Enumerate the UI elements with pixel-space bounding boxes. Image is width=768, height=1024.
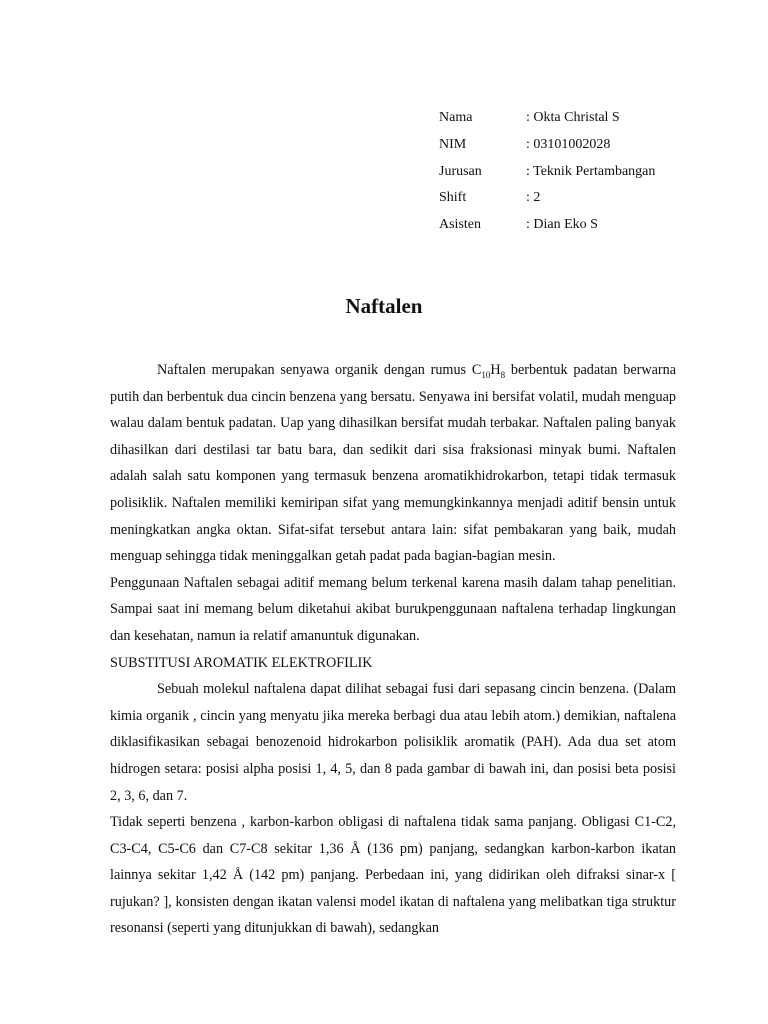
info-row-asisten [439,212,655,239]
text-segment: berbentuk padatan berwarna putih dan berbentuk dua cincin benzena yang bersatu. Senyawa ini bersifat volatil, mudah menguap walau dalam bentuk padatan. Uap yang dihasilkan bersifat mudah terbakar. Naftalen paling banyak dihasilkan dari destilasi tar batu bara, dan sedikit dari sisa fraksionasi minyak bumi. Naftalen adalah salah satu komponen yang termasuk benzena aromatikhidrokarbon, tetapi tidak termasuk polisiklik. Naftalen memiliki kemiripan sifat yang memungkinkannya menjadi aditif bensin untuk meningkatkan angka oktan. Sifat-sifat tersebut antara lain: sifat pembakaran yang baik, mudah menguap sehingga tidak meninggalkan getah padat pada bagian-bagian mesin. [110,362,677,565]
paragraph-bonds: Tidak seperti benzena , karbon-karbon obligasi di naftalena tidak sama panjang. Obligasi C1-C2, C3-C4, C5-C6 dan C7-C8 sekitar 1,36 Å (136 pm) panjang, sedangkan karbon-karbon ikatan lainnya sekitar 1,42 Å (142 pm) panjang. Perbedaan ini, yang didirikan oleh difraksi sinar-x [ rujukan? ], konsisten dengan ikatan valensi model ikatan di naftalena yang melibatkan tiga struktur resonansi (seperti yang ditunjukkan di bawah), sedangkan [110,814,676,937]
section-heading: SUBSTITUSI AROMATIK ELEKTROFILIK [110,654,373,671]
formula-subscript: 8 [500,369,506,380]
info-label: NIM [439,136,467,152]
info-row-nim [439,132,655,159]
info-row-nama [439,105,655,132]
formula-element: H [490,362,501,378]
info-label: Jurusan [439,163,482,179]
paragraph-usage: Penggunaan Naftalen sebagai aditif memang belum terkenal karena masih dalam tahap penelitian. Sampai saat ini memang belum diketahui akibat burukpenggunaan naftalena terhadap lingkungan dan kesehatan, namun ia relatif amanuntuk digunakan. [110,574,676,644]
paragraph-structure: Sebuah molekul naftalena dapat dilihat sebagai fusi dari sepasang cincin benzena. (Dalam kimia organik , cincin yang menyatu jika mereka berbagi dua atau lebih atom.) demikian, naftalena diklasifikasikan sebagai benozenoid hidrokarbon polisiklik aromatik (PAH). Ada dua set atom hidrogen setara: posisi alpha posisi 1, 4, 5, dan 8 pada gambar di bawah ini, dan posisi beta posisi 2, 3, 6, dan 7. [110,681,676,804]
info-label: Shift [439,190,467,206]
paragraph-intro [110,357,676,570]
info-value: : Okta Christal S [526,110,620,125]
text-segment: Naftalen merupakan senyawa organik dengan rumus [157,362,472,378]
info-value: : Dian Eko S [526,217,598,233]
info-value: : 2 [526,190,541,206]
info-label: Nama [439,110,473,125]
formula-element: C [471,362,482,378]
formula-subscript: 10 [481,369,491,380]
student-info [439,105,655,239]
info-value: : Teknik Pertambangan [526,163,656,179]
info-value: : 03101002028 [526,136,611,152]
chemical-formula [472,362,505,378]
info-row-shift [439,185,655,212]
document-body [110,357,676,942]
document-title: Naftalen [345,294,423,318]
info-label: Asisten [439,217,481,233]
info-row-jurusan [439,159,655,186]
